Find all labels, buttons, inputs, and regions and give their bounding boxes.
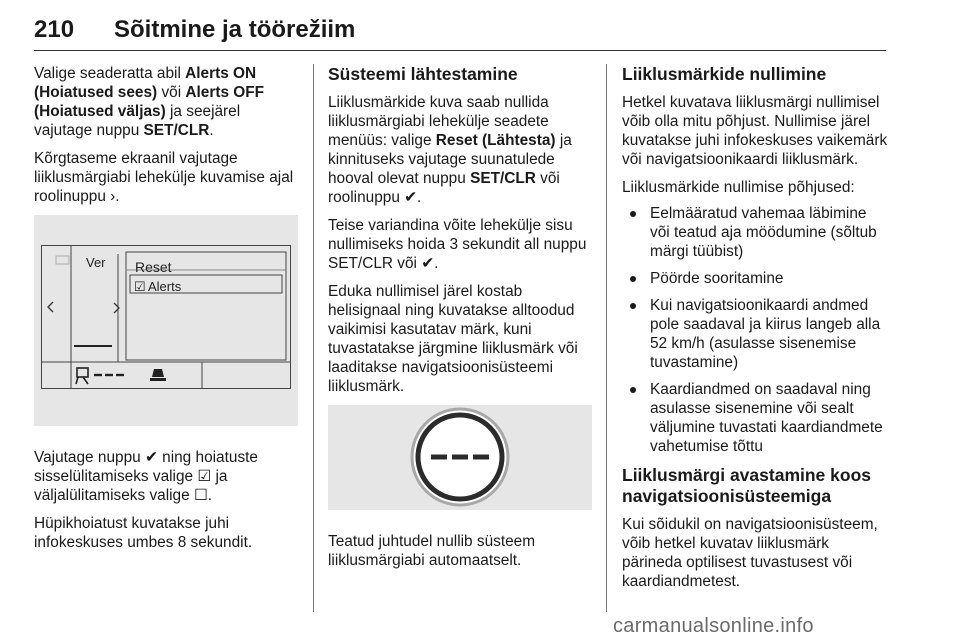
lane-assist-icon [150,369,166,381]
paragraph: Liiklusmärkide kuva saab nullida liiklusmärgiabi lehekülje seadete menüüs: valige Reset (Lähtesta) ja kinnituseks vajutage suunatulede hooval olevat nuppu SET/CLR või roolinuppu ✔. [328,94,572,206]
section-heading: Liiklusmärkide nullimine [622,64,827,84]
bullet-icon [630,303,636,309]
paragraph: Hüpikhoiatust kuvatakse juhi infokeskuses umbes 8 sekundit. [34,515,253,551]
list-item: Kaardiandmed on saadaval ning asulasse sisenemine või sealt väljumine tuvastati kaardiandmete vahetumise tõttu [622,380,890,456]
column-2 [328,64,590,579]
bullet-icon [630,276,636,282]
column-3 [622,64,890,600]
paragraph: Teatud juhtudel nullib süsteem liiklusmärgiabi automaatselt. [328,533,536,569]
tab-label: Ver [86,255,106,270]
menu-alerts: Alerts [148,279,182,294]
paragraph: Teise variandina võite lehekülje sisu nullimiseks hoida 3 sekundit all nuppu SET/CLR või ✔. [328,217,587,272]
paragraph: Liiklusmärkide nullimise põhjused: [622,179,855,196]
no-limit-sign-icon [328,405,592,510]
section-heading: Süsteemi lähtestamine [328,64,518,84]
list-item: Pöörde sooritamine [622,269,890,288]
page-number: 210 [34,16,75,43]
status-icons [42,362,290,388]
page-header [34,14,886,51]
bullet-list [622,204,890,456]
list-item: Eelmääratud vahemaa läbimine või teatud aja möödumine (sõltub märgi tüübist) [622,204,890,261]
paragraph: Hetkel kuvatava liiklusmärgi nullimisel võib olla mitu põhjust. Nullimise järel kuvatakse juhi infokeskuses vaikemärk või navigatsioonikaardi liiklusmärk. [622,94,888,168]
column-divider [606,64,607,612]
default-sign-illustration [328,405,592,510]
menu-reset: Reset [135,259,172,275]
display-illustration [34,215,298,426]
cluster-screen [41,245,291,389]
column-1 [34,64,296,561]
watermark: carmanualsonline.info [613,615,814,637]
paragraph: Eduka nullimisel järel kostab helisignaal ning kuvatakse alltoodud vaikimisi kasutatav märk, kuni tuvastatakse järgmine liiklusmärk või laaditakse navigatsioonisüsteemi liiklusmärk. [328,283,578,395]
bullet-icon [630,387,636,393]
bullet-icon [630,211,636,217]
sign-detection-icon [76,368,88,384]
list-item: Kui navigatsioonikaardi andmed pole saadaval ja kiirus langeb alla 52 km/h (asulasse sisenemise tuvastamine) [622,296,890,372]
paragraph: Kõrgtaseme ekraanil vajutage liiklusmärgiabi lehekülje kuvamise ajal roolinuppu ›. [34,150,294,205]
paragraph: Valige seaderatta abil Alerts ON (Hoiatused sees) või Alerts OFF (Hoiatused väljas) ja seejärel vajutage nuppu SET/CLR. [34,65,265,139]
paragraph: Vajutage nuppu ✔ ning hoiatuste sisselülitamiseks valige ☑ ja väljalülitamiseks valige ☐. [34,449,258,504]
section-heading: Liiklusmärgi avastamine koos navigatsioonisüsteemiga [622,465,871,506]
column-divider [313,64,314,612]
chapter-title: Sõitmine ja töörežiim [114,16,356,43]
paragraph: Kui sõidukil on navigatsioonisüsteem, võib hetkel kuvatav liiklusmärk pärineda optilisest tuvastusest või kaardiandmetest. [622,516,878,590]
checkbox-checked-icon: ☑ [134,279,146,294]
